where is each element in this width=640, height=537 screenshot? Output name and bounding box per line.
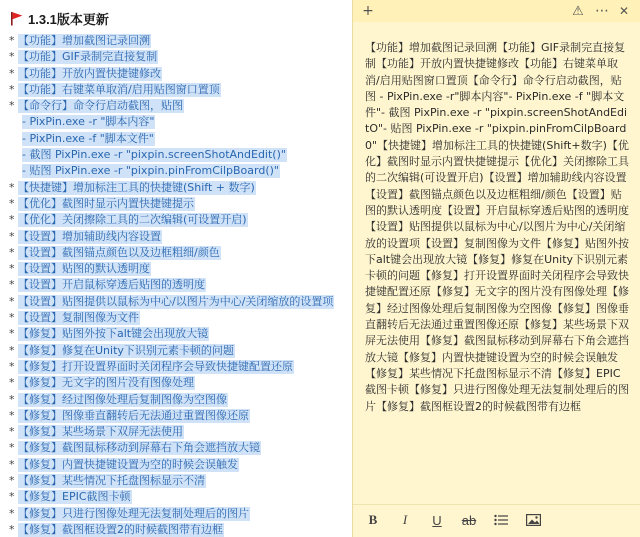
changelog-item-text: 【修复】贴图外按下alt键会出现放大镜 (18, 327, 209, 341)
bullet-list-button[interactable] (485, 508, 517, 532)
changelog-item-text: - 贴图 PixPin.exe -r "pixpin.pinFromCilpBoard()" (22, 164, 279, 178)
changelog-item-text: 【修复】截图框设置2的时候截图带有边框 (18, 522, 223, 536)
underline-button[interactable] (421, 508, 453, 532)
changelog-item-text: 【优化】关闭擦除工具的二次编辑(可设置开启) (18, 213, 247, 227)
changelog-item-text: 【设置】复制图像为文件 (18, 311, 139, 325)
bullet-marker: * (9, 343, 15, 357)
changelog-item-text: 【设置】截图锚点颜色以及边框粗细/颜色 (18, 245, 220, 259)
changelog-item (0, 163, 352, 179)
changelog-item-text: - 截图 PixPin.exe -r "pixpin.screenShotAndEdit()" (22, 148, 286, 162)
image-icon (526, 514, 541, 526)
changelog-item (0, 473, 352, 489)
changelog-item-text: - PixPin.exe -f "脚本文件" (22, 131, 154, 145)
bold-icon: B (368, 512, 378, 527)
bullet-marker: * (9, 99, 15, 113)
red-flag-icon (10, 11, 23, 26)
bullet-marker: * (9, 474, 15, 488)
bullet-marker: * (9, 213, 15, 227)
changelog-item (0, 392, 352, 408)
changelog-item-text: 【修复】经过图像处理后复制图像为空图像 (18, 392, 227, 406)
sticky-note[interactable] (352, 0, 640, 537)
changelog-item (0, 277, 352, 293)
changelog-item-text: - PixPin.exe -r "脚本内容" (22, 115, 155, 129)
changelog-item (0, 506, 352, 522)
changelog-item-text: 【功能】右键菜单取消/启用贴图窗口置顶 (18, 82, 220, 96)
warning-icon[interactable]: ⚠ (572, 3, 584, 19)
insert-image-button[interactable] (517, 508, 549, 532)
bullet-marker: * (9, 311, 15, 325)
changelog-item (0, 229, 352, 245)
changelog-item (0, 522, 352, 537)
changelog-list (0, 33, 352, 537)
underline-icon: U (432, 512, 442, 528)
changelog-item (0, 359, 352, 375)
changelog-item-text: 【修复】内置快捷键设置为空的时候会误触发 (18, 457, 238, 471)
changelog-title: 1.3.1版本更新 (28, 11, 109, 27)
changelog-item-text: 【修复】EPIC截图卡顿 (18, 490, 131, 504)
changelog-item (0, 245, 352, 261)
changelog-item-text: 【快捷键】增加标注工具的快捷键(Shift + 数字) (18, 180, 255, 194)
bullet-marker: * (9, 34, 15, 47)
changelog-item (0, 375, 352, 391)
strikethrough-button[interactable] (453, 508, 485, 532)
bullet-marker: * (9, 441, 15, 455)
bold-button[interactable] (357, 508, 389, 532)
changelog-item (0, 114, 352, 130)
changelog-item-text: 【设置】开启鼠标穿透后贴图的透明度 (18, 278, 205, 292)
changelog-item-text: 【修复】无文字的图片没有图像处理 (18, 376, 194, 390)
italic-button[interactable] (389, 508, 421, 532)
changelog-item-text: 【设置】增加辅助线内容设置 (18, 229, 161, 243)
changelog-item-text: 【修复】图像垂直翻转后无法通过重置图像还原 (18, 408, 249, 422)
changelog-item-text: 【修复】某些情况下托盘图标显示不清 (18, 474, 205, 488)
close-icon[interactable]: ✕ (618, 4, 630, 18)
bullet-marker: * (9, 245, 15, 259)
changelog-item (0, 66, 352, 82)
changelog-item (0, 147, 352, 163)
bullet-marker: * (9, 490, 15, 504)
changelog-item (0, 33, 352, 49)
changelog-item-text: 【优化】截图时显示内置快捷键提示 (18, 196, 194, 210)
bullet-marker: * (9, 522, 15, 536)
bullet-marker: * (9, 229, 15, 243)
changelog-item (0, 131, 352, 147)
changelog-item-text: 【设置】贴图的默认透明度 (18, 262, 150, 276)
bullet-marker: * (9, 392, 15, 406)
bullet-marker: * (9, 506, 15, 520)
changelog-item-text: 【修复】打开设置界面时关闭程序会导致快捷键配置还原 (18, 359, 293, 373)
note-toolbar (353, 0, 640, 22)
bullet-marker: * (9, 359, 15, 373)
changelog-item (0, 489, 352, 505)
bullet-list-icon (494, 514, 508, 526)
changelog-item (0, 196, 352, 212)
changelog-item-text: 【修复】某些场景下双屏无法使用 (18, 425, 183, 439)
note-text[interactable]: 【功能】增加截图记录回溯【功能】GIF录制完直接复制【功能】开放内置快捷键修改【功能】右键菜单取消/启用贴图窗口置顶【命令行】命令行启动截图，贴图 - PixPin.exe -r"脚本内容"- PixPin.exe -f "脚本文件"- 截图 PixPin.exe -r "pixpin.screenShotAndEditO"- 贴图 PixPin.exe -r "pixpin.pinFromCilpBoard0"【快捷键】增加标注工具的快捷键(Shift+数字)【优化】截图时显示内置快捷键提示【优化】关闭擦除工具的二次编辑(可设置开启)【设置】增加辅助线内容设置【设置】截图锚点颜色以及边框粗细/颜色【设置】贴图的默认透明度【设置】开启鼠标穿透后贴图的透明度【设置】贴图提供以鼠标为中心/以图片为中心/关闭缩放的设置项【设置】复制图像为文件【修复】贴图外按下alt键会出现放大镜【修复】修复在Unity下识别元素卡顿的问题【修复】打开设置界面时关闭程序会导致快捷键配置还原【修复】无文字的图片没有图像处理【修复】经过图像处理后复制图像为空图像【修复】图像垂直翻转后无法通过重置图像还原【修复】某些场景下双屏无法使用【修复】截图鼠标移动到屏幕右下角会遮挡放大镜【修复】内置快捷键设置为空的时候会误触发【修复】某些情况下托盘图标显示不清【修复】EPIC截图卡顿【修复】只进行图像处理无法复制处理后的图片【修复】截图框设置2的时候截图带有边框 (365, 41, 629, 413)
changelog-item (0, 98, 352, 114)
changelog-item (0, 424, 352, 440)
changelog-item (0, 408, 352, 424)
changelog-item (0, 212, 352, 228)
changelog-item-text: 【修复】修复在Unity下识别元素卡顿的问题 (18, 343, 234, 357)
changelog-item (0, 457, 352, 473)
bullet-marker: * (9, 262, 15, 276)
bullet-marker: * (9, 327, 15, 341)
add-note-icon[interactable]: + (362, 3, 374, 19)
bullet-marker: * (9, 180, 15, 194)
bullet-marker: * (9, 294, 15, 308)
changelog-item-text: 【命令行】命令行启动截图，贴图 (18, 99, 183, 113)
note-format-bar (353, 504, 640, 535)
changelog-item (0, 180, 352, 196)
changelog-item-text: 【功能】开放内置快捷键修改 (18, 66, 161, 80)
changelog-item (0, 343, 352, 359)
bullet-marker: * (9, 457, 15, 471)
changelog-item (0, 49, 352, 65)
changelog-item (0, 440, 352, 456)
bullet-marker: * (9, 425, 15, 439)
bullet-marker: * (9, 376, 15, 390)
changelog-item (0, 261, 352, 277)
bullet-marker: * (9, 278, 15, 292)
bullet-marker: * (9, 82, 15, 96)
changelog-item (0, 310, 352, 326)
strikethrough-icon: ab (461, 512, 477, 528)
changelog-item (0, 326, 352, 342)
changelog-heading (10, 8, 109, 28)
bullet-marker: * (9, 50, 15, 64)
changelog-item-text: 【修复】只进行图像处理无法复制处理后的图片 (18, 506, 249, 520)
bullet-marker: * (9, 66, 15, 80)
more-options-icon[interactable]: ⋯ (595, 3, 609, 19)
changelog-item (0, 82, 352, 98)
bullet-marker: * (9, 408, 15, 422)
bullet-marker: * (9, 196, 15, 210)
changelog-item-text: 【设置】贴图提供以鼠标为中心/以图片为中心/关闭缩放的设置项 (18, 294, 334, 308)
changelog-item (0, 294, 352, 310)
italic-icon: I (402, 512, 408, 527)
changelog-item-text: 【功能】增加截图记录回溯 (18, 34, 150, 47)
changelog-item-text: 【功能】GIF录制完直接复制 (18, 50, 158, 64)
changelog-item-text: 【修复】截图鼠标移动到屏幕右下角会遮挡放大镜 (18, 441, 260, 455)
